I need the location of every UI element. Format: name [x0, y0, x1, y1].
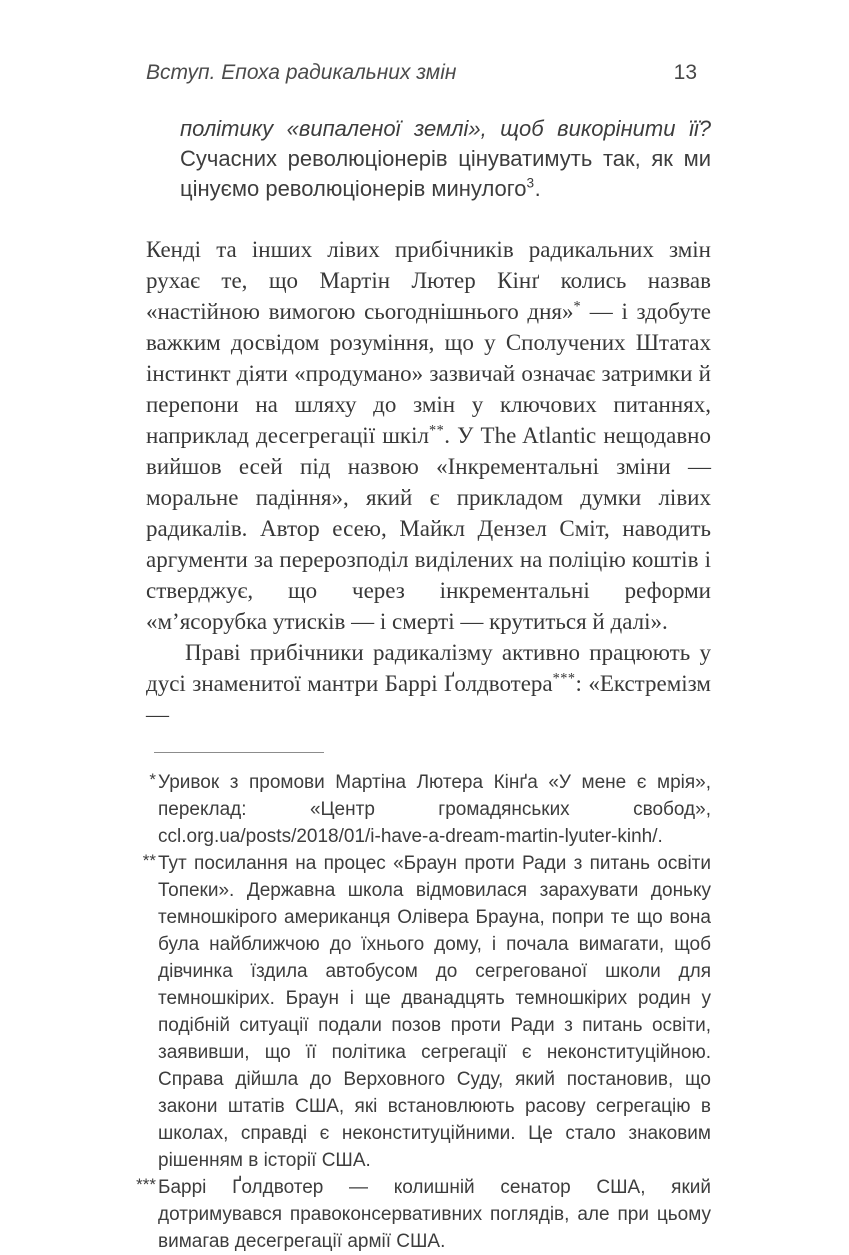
footnote-2-marker: **	[142, 851, 156, 870]
quote-tail: .	[534, 176, 541, 201]
footnote-ref-asterisk: *	[573, 298, 582, 315]
paragraph-1	[146, 234, 711, 637]
footnote-ref-double-asterisk: **	[428, 422, 445, 439]
paragraph-2-seg2: : «Екстремізм —	[146, 671, 711, 727]
paragraph-2-seg1: Праві прибічники радикалізму активно працюють у дусі знаменитої мантри Баррі Ґолдвотера	[146, 640, 711, 696]
paragraph-2	[146, 637, 711, 730]
paragraph-1-seg2: — і здобуте важким досвідом розуміння, що у Сполучених Штатах інстинкт діяти «продумано» зазвичай означає затримки й перепони на шляху до змін у ключових питаннях, наприклад десегрегації шкіл	[146, 299, 711, 448]
block-quote	[180, 114, 711, 204]
footnote-1	[149, 769, 711, 850]
paragraph-1-seg3: . У The Atlantic нещодавно вийшов есей під назвою «Інкрементальні зміни — моральне падіння», який є прикладом думки лівих радикалів. Автор есею, Майкл Дензел Сміт, наводить аргументи за перерозподіл виділених на поліцію коштів і стверджує, що через інкрементальні реформи «м’ясорубка утисків — і смерті — крутиться й далі».	[146, 423, 711, 634]
footnote-1-marker: *	[149, 770, 156, 789]
footnote-2	[142, 850, 711, 1174]
page-number: 13	[673, 61, 697, 84]
footnotes-block	[136, 769, 711, 1255]
footnote-3-text: Баррі Ґолдвотер — колишній сенатор США, який дотримувався правоконсервативних поглядів, але при цьому вимагав десегрегації армії США.	[158, 1177, 711, 1252]
page-header	[146, 60, 711, 86]
quote-italic-text: політику «випаленої землі», щоб викорінити її?	[180, 116, 711, 141]
endnote-ref-3: 3	[526, 175, 535, 191]
quote-roman-text: Сучасних революціонерів цінуватимуть так, як ми цінуємо революціонерів минулого	[180, 146, 711, 201]
running-head: Вступ. Епоха радикальних змін	[146, 61, 457, 84]
footnote-ref-triple-asterisk: ***	[552, 670, 576, 687]
footnote-separator-rule	[154, 752, 324, 753]
body-text	[146, 234, 711, 730]
footnote-3	[136, 1174, 711, 1255]
footnote-1-text: Уривок з промови Мартіна Лютера Кінґа «У мене є мрія», переклад: «Центр громадянських свобод», ccl.org.ua/posts/2018/01/i-have-a-dream-martin-lyuter-kinh/.	[158, 772, 711, 847]
footnote-2-text: Тут посилання на процес «Браун проти Ради з питань освіти Топеки». Державна школа відмовилася зарахувати доньку темношкірого американця Олівера Брауна, попри те що вона була найближчою до їхнього дому, і почала вимагати, щоб дівчинка їздила автобусом до сегрегованої школи для темношкірих. Браун і ще дванадцять темношкірих родин у подібній ситуації подали позов проти Ради з питань освіти, заявивши, що її політика сегрегації є неконституційною. Справа дійшла до Верховного Суду, який постановив, що закони штатів США, які встановлюють расову сегрегацію в школах, справді є неконституційними. Це стало знаковим рішенням в історії США.	[158, 853, 711, 1171]
paragraph-1-seg1: Кенді та інших лівих прибічників радикальних змін рухає те, що Мартін Лютер Кінґ колись назвав «настійною вимогою сьогоднішнього дня»	[146, 237, 711, 324]
footnote-3-marker: ***	[136, 1175, 156, 1194]
page-content	[136, 60, 711, 1255]
